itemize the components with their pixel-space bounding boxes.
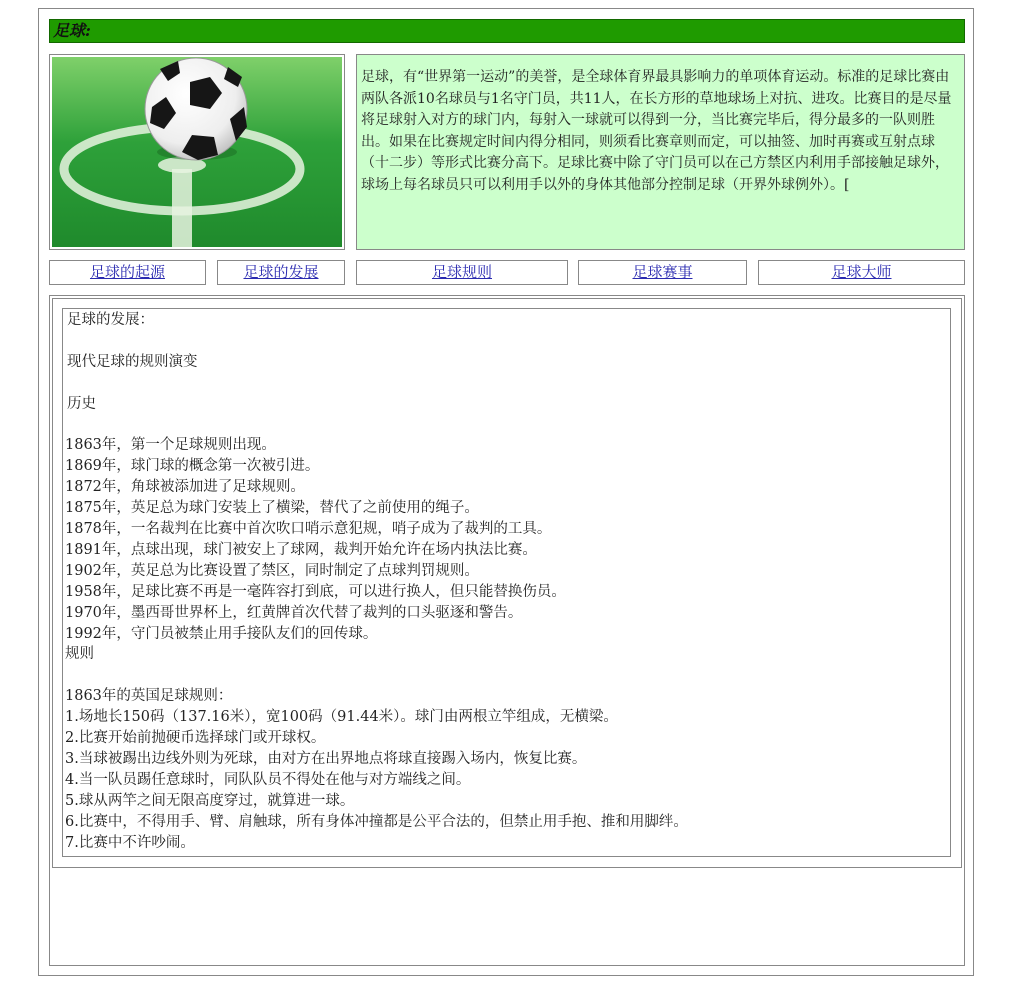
history-item: 1970年，墨西哥世界杯上，红黄牌首次代替了裁判的口头驱逐和警告。 <box>65 604 523 621</box>
nav-link-masters[interactable]: 足球大师 <box>831 263 892 281</box>
section-heading: 足球的发展： <box>67 312 154 328</box>
rule-item: 6.比赛中，不得用手、臂、肩触球，所有身体冲撞都是公平合法的，但禁止用手抱、推和用脚绊。 <box>65 813 688 830</box>
history-item: 1902年，英足总为比赛设置了禁区，同时制定了点球判罚规则。 <box>65 562 479 579</box>
history-item: 1875年，英足总为球门安装上了横梁，替代了之前使用的绳子。 <box>65 500 479 517</box>
rules-intro: 1863年的英国足球规则： <box>65 688 233 705</box>
soccer-ball-image <box>52 57 342 247</box>
rule-item: 1.场地长150码（137.16米），宽100码（91.44米）。球门由两根立竿组成，无横梁。 <box>65 709 618 726</box>
soccer-image <box>49 54 345 250</box>
rule-item: 3.当球被踢出边线外则为死球，由对方在出界地点将球直接踢入场内，恢复比赛。 <box>65 750 587 767</box>
rule-item: 4.当一队员踢任意球时，同队队员不得处在他与对方端线之间。 <box>65 771 471 788</box>
intro-text: 足球，有“世界第一运动”的美誉，是全球体育界最具影响力的单项体育运动。标准的足球比赛由两队各派10名球员与1名守门员，共11人，在长方形的草地球场上对抗、进攻。比赛目的是尽量将足球射入对方的球门内，每射入一球就可以得到一分，当比赛完毕后，得分最多的一队则胜出。如果在比赛规定时间内得分相同，则须看比赛章则而定，可以抽签、加时再赛或互射点球（十二步）等形式比赛分高下。足球比赛中除了守门员可以在己方禁区内利用手部接触足球外，球场上每名球员只可以利用手以外的身体其他部分控制足球（开界外球例外）。[ <box>356 54 965 250</box>
nav-item-events[interactable] <box>578 260 747 285</box>
content-panel[interactable] <box>62 308 951 857</box>
history-item: 1863年，第一个足球规则出现。 <box>65 437 276 454</box>
history-item: 1878年，一名裁判在比赛中首次吹口哨示意犯规，哨子成为了裁判的工具。 <box>65 521 552 538</box>
rule-item: 7.比赛中不许吵闹。 <box>65 834 195 851</box>
nav-link-origin[interactable]: 足球的起源 <box>89 263 165 281</box>
nav-item-development[interactable] <box>217 260 345 285</box>
nav-item-rules[interactable] <box>356 260 568 285</box>
rule-item: 5.球从两竿之间无限高度穿过，就算进一球。 <box>65 792 355 809</box>
history-item: 1992年，守门员被禁止用手接队友们的回传球。 <box>65 625 378 642</box>
history-item: 1872年，角球被添加进了足球规则。 <box>65 479 305 496</box>
history-item: 1869年，球门球的概念第一次被引进。 <box>65 458 320 475</box>
history-title: 历史 <box>67 395 96 412</box>
page-title: 足球: <box>49 19 965 43</box>
nav-link-events[interactable]: 足球赛事 <box>632 263 693 281</box>
rule-item: 2.比赛开始前抛硬币选择球门或开球权。 <box>65 730 326 747</box>
history-item: 1958年，足球比赛不再是一毫阵容打到底，可以进行换人，但只能替换伤员。 <box>65 583 566 600</box>
nav-link-development[interactable]: 足球的发展 <box>243 263 319 281</box>
nav-link-rules[interactable]: 足球规则 <box>431 263 492 281</box>
nav-item-masters[interactable] <box>758 260 965 285</box>
history-item: 1891年，点球出现，球门被安上了球网，裁判开始允许在场内执法比赛。 <box>65 541 537 558</box>
nav-item-origin[interactable] <box>49 260 206 285</box>
rules-title: 规则 <box>65 646 94 663</box>
section-subheading: 现代足球的规则演变 <box>67 353 198 370</box>
